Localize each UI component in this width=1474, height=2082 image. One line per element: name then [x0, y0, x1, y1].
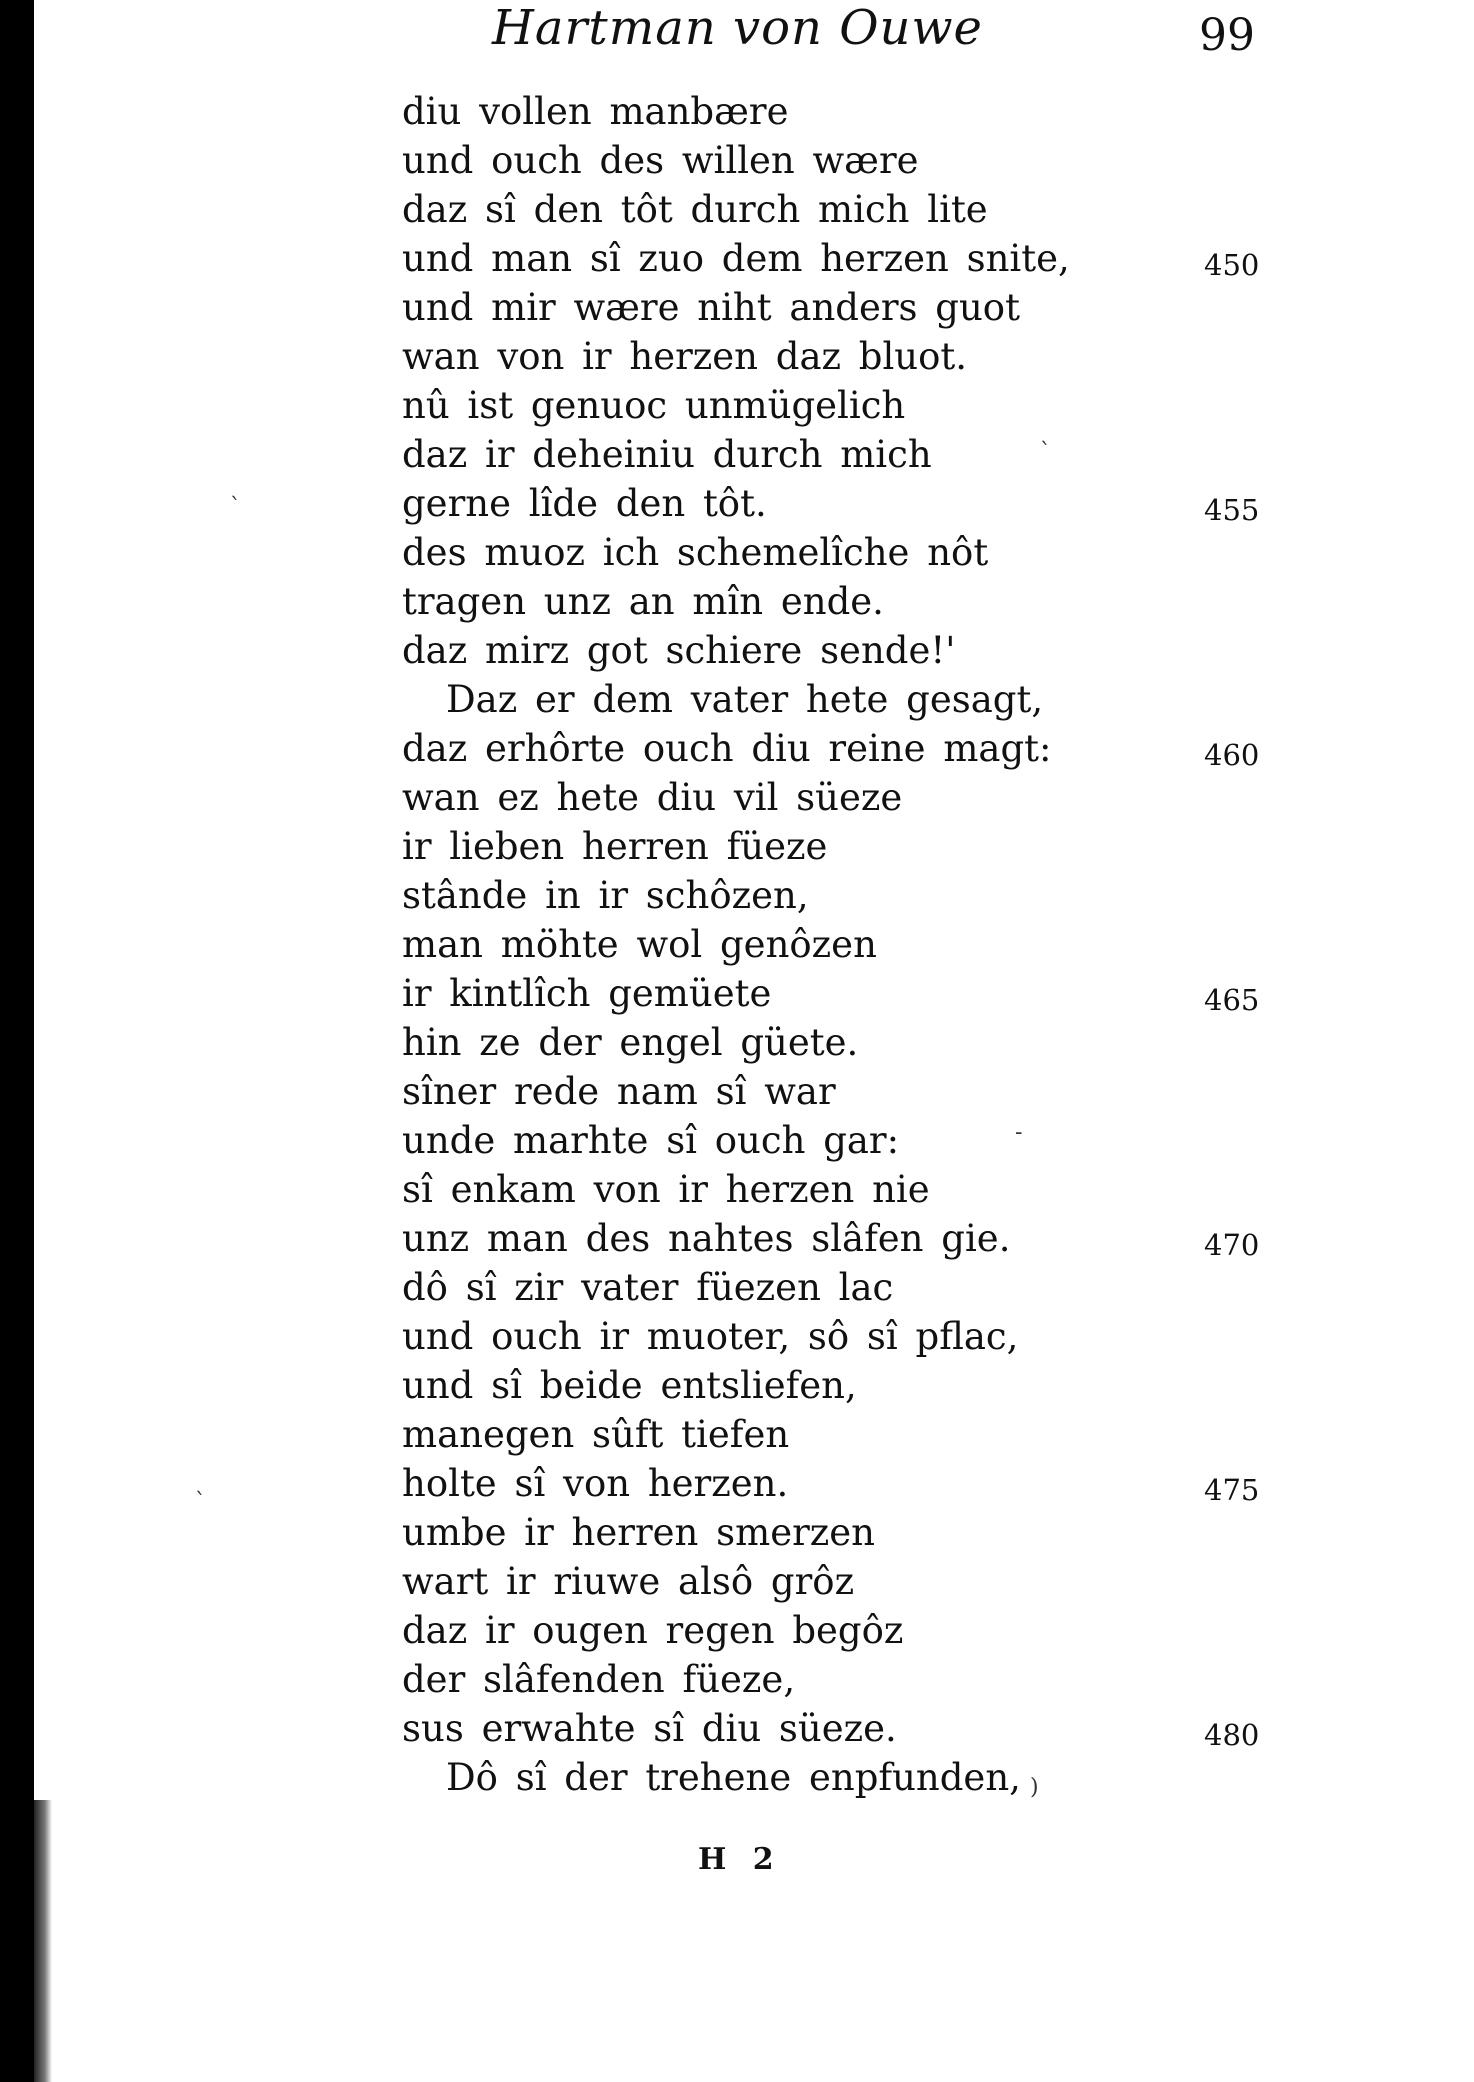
verse-line: gerne lîde den tôt.: [402, 482, 767, 525]
line-number: 470: [1204, 1228, 1260, 1262]
verse-line: daz mirz got schiere sende!': [402, 629, 956, 672]
speck-mark: -: [1015, 1120, 1023, 1145]
verse-line: und sî beide entsliefen,: [402, 1364, 857, 1407]
verse-line: und ouch des willen wære: [402, 139, 919, 182]
verse-line: umbe ir herren smerzen: [402, 1511, 876, 1554]
verse-line: und mir wære niht anders guot: [402, 286, 1020, 329]
line-number: 450: [1204, 248, 1260, 282]
verse-line: unz man des nahtes slâfen gie.: [402, 1217, 1011, 1260]
verse-line: sî enkam von ir herzen nie: [402, 1168, 930, 1211]
verse-line: des muoz ich schemelîche nôt: [402, 531, 989, 574]
verse-line: und ouch ir muoter, sô sî pflac,: [402, 1315, 1019, 1358]
line-number: 475: [1204, 1473, 1260, 1507]
verse-line: daz erhôrte ouch diu reine magt:: [402, 727, 1052, 770]
verse-line: Dô sî der trehene enpfunden,: [446, 1756, 1021, 1799]
speck-mark: `: [1040, 440, 1051, 465]
verse-line: ir lieben herren füeze: [402, 825, 828, 868]
verse-line: daz ir ougen regen begôz: [402, 1609, 904, 1652]
line-number: 465: [1204, 983, 1260, 1017]
verse-line: manegen sûft tiefen: [402, 1413, 790, 1456]
verse-line: der slâfenden füeze,: [402, 1658, 796, 1701]
verse-line: sîner rede nam sî war: [402, 1070, 836, 1113]
verse-line: wart ir riuwe alsô grôz: [402, 1560, 855, 1603]
line-number: 480: [1204, 1718, 1260, 1752]
signature-mark: H 2: [698, 1842, 782, 1877]
line-number: 455: [1204, 493, 1260, 527]
verse-line: tragen unz an mîn ende.: [402, 580, 884, 623]
verse-line: daz sî den tôt durch mich lite: [402, 188, 988, 231]
speck-mark: `: [195, 1490, 206, 1515]
line-number: 460: [1204, 738, 1260, 772]
page-spine-edge: [34, 1800, 52, 2082]
verse-line: stânde in ir schôzen,: [402, 874, 809, 917]
verse-line: nû ist genuoc unmügelich: [402, 384, 906, 427]
page-number: 99: [1199, 10, 1255, 61]
verse-line: hin ze der engel güete.: [402, 1021, 859, 1064]
verse-line: holte sî von herzen.: [402, 1462, 789, 1505]
verse-line: wan von ir herzen daz bluot.: [402, 335, 968, 378]
verse-line: ir kintlîch gemüete: [402, 972, 772, 1015]
verse-line: sus erwahte sî diu süeze.: [402, 1707, 897, 1750]
verse-line: und man sî zuo dem herzen snite,: [402, 237, 1070, 280]
verse-line: man möhte wol genôzen: [402, 923, 877, 966]
verse-line: daz ir deheiniu durch mich: [402, 433, 932, 476]
speck-mark: `: [230, 495, 241, 520]
verse-line: dô sî zir vater füezen lac: [402, 1266, 894, 1309]
verse-line: unde marhte sî ouch gar:: [402, 1119, 900, 1162]
speck-mark: ): [1030, 1775, 1039, 1800]
running-head-title: Hartman von Ouwe: [492, 0, 983, 56]
page-spine-shadow: [0, 0, 34, 2082]
verse-line: Daz er dem vater hete gesagt,: [446, 678, 1044, 721]
verse-line: diu vollen manbære: [402, 90, 789, 133]
verse-line: wan ez hete diu vil süeze: [402, 776, 903, 819]
